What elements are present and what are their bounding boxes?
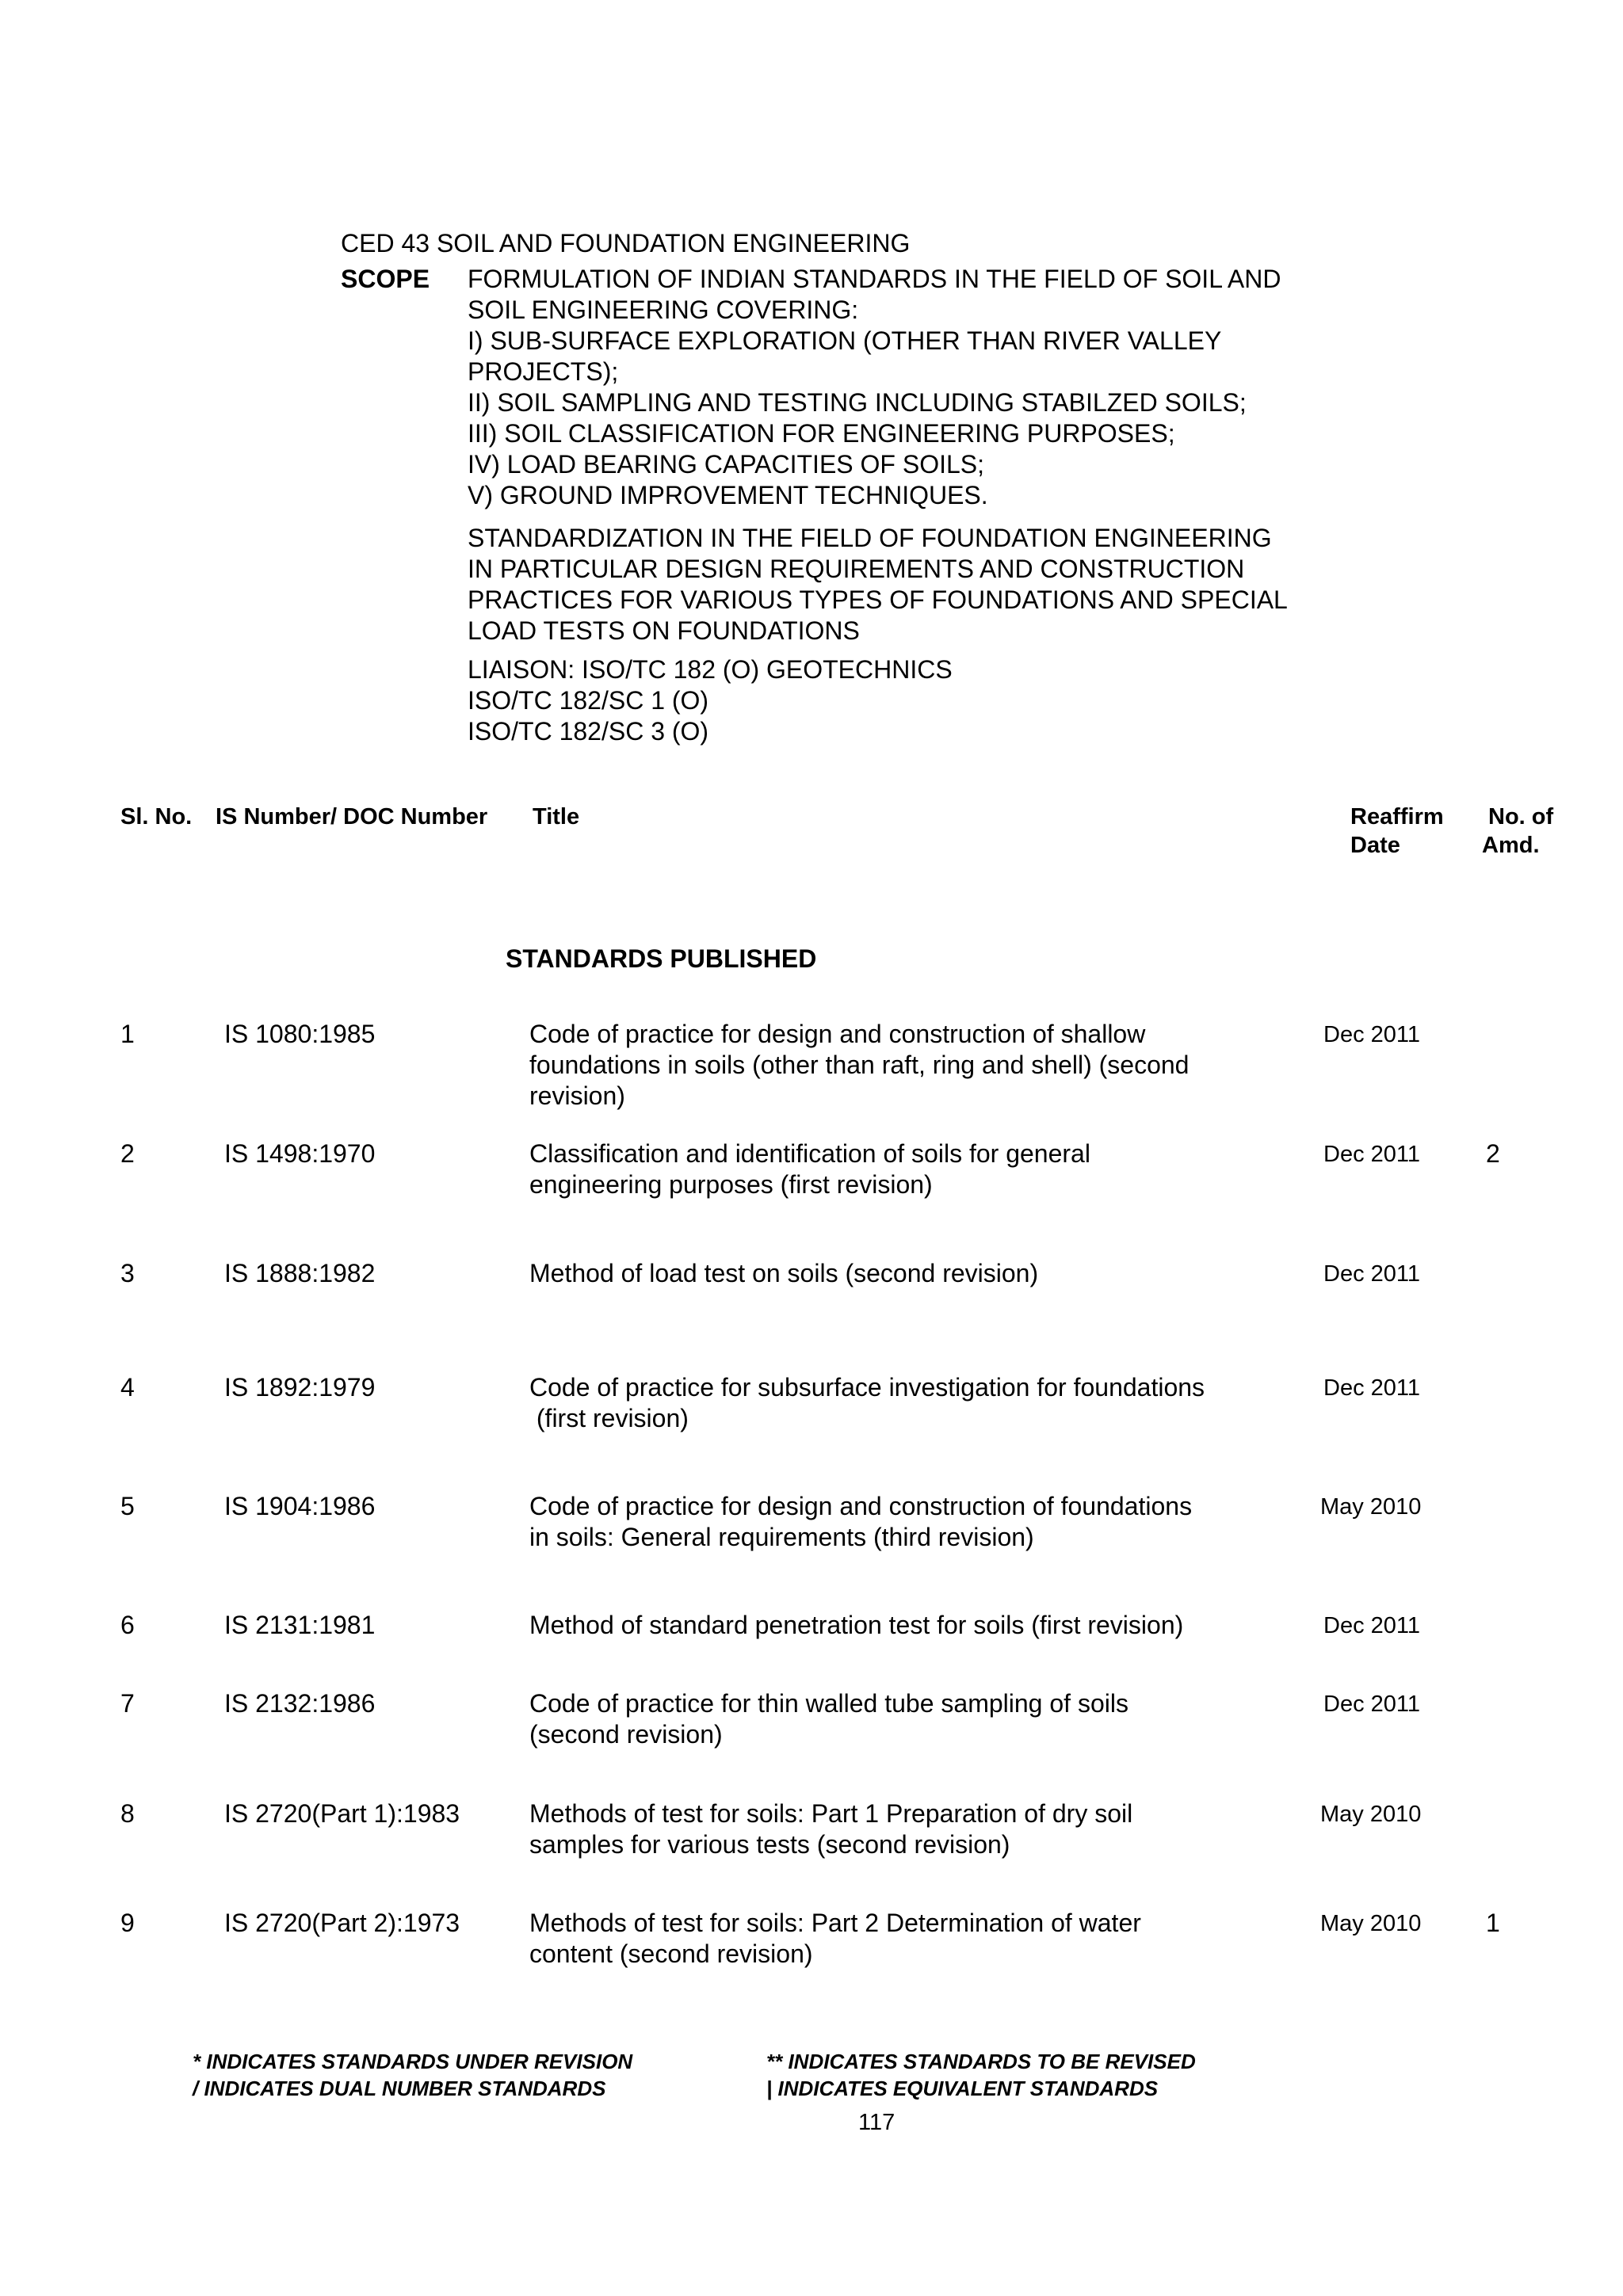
row-title-line: (second revision): [529, 1720, 723, 1749]
row-is-number: IS 2131:1981: [224, 1611, 376, 1639]
col-header-is-number: IS Number/ DOC Number: [216, 804, 488, 830]
row-title-line: revision): [529, 1081, 625, 1110]
row-is-number: IS 2720(Part 2):1973: [224, 1909, 460, 1937]
row-title: [529, 1610, 1183, 1641]
row-sl-no: 6: [120, 1611, 135, 1639]
row-title: [529, 1798, 1132, 1860]
standardization-text: [468, 523, 1288, 646]
liaison-line: ISO/TC 182/SC 1 (O): [468, 686, 709, 715]
row-title-line: Code of practice for thin walled tube sampling of soils: [529, 1689, 1128, 1718]
footnote-under-revision: * INDICATES STANDARDS UNDER REVISION: [193, 2050, 633, 2073]
scope-line: V) GROUND IMPROVEMENT TECHNIQUES.: [468, 481, 988, 509]
footnote-dual-number: / INDICATES DUAL NUMBER STANDARDS: [193, 2077, 606, 2100]
row-sl-no: 8: [120, 1799, 135, 1828]
section-title: STANDARDS PUBLISHED: [506, 944, 817, 973]
row-title-line: in soils: General requirements (third revision): [529, 1523, 1034, 1551]
col-header-reaffirm-line2: Date: [1350, 833, 1400, 858]
col-header-reaffirm-line1: Reaffirm: [1350, 804, 1444, 830]
scope-line: PROJECTS);: [468, 357, 619, 386]
row-sl-no: 9: [120, 1909, 135, 1937]
row-title-line: samples for various tests (second revision): [529, 1830, 1010, 1859]
scope-line: SOIL ENGINEERING COVERING:: [468, 296, 859, 324]
row-amendments: 1: [1486, 1909, 1500, 1937]
row-is-number: IS 1892:1979: [224, 1373, 376, 1402]
row-sl-no: 2: [120, 1139, 135, 1168]
row-is-number: IS 1904:1986: [224, 1492, 376, 1520]
row-sl-no: 1: [120, 1020, 135, 1048]
col-header-amd-line2: Amd.: [1482, 833, 1540, 858]
scope-text: [468, 264, 1281, 511]
row-title-line: Method of standard penetration test for soils (first revision): [529, 1611, 1184, 1639]
row-is-number: IS 1080:1985: [224, 1020, 376, 1048]
row-title-line: content (second revision): [529, 1939, 813, 1968]
row-reaffirm-date: May 2010: [1320, 1802, 1422, 1827]
row-sl-no: 5: [120, 1492, 135, 1520]
col-header-reaffirm-date: [1350, 803, 1444, 860]
row-is-number: IS 1498:1970: [224, 1139, 376, 1168]
liaison-line: ISO/TC 182/SC 3 (O): [468, 717, 709, 746]
scope-line: FORMULATION OF INDIAN STANDARDS IN THE FIELD OF SOIL AND: [468, 265, 1281, 293]
liaison-line: LIAISON: ISO/TC 182 (O) GEOTECHNICS: [468, 655, 953, 684]
row-title: [529, 1491, 1192, 1553]
row-title: [529, 1258, 1038, 1289]
row-reaffirm-date: Dec 2011: [1323, 1261, 1420, 1287]
row-is-number: IS 1888:1982: [224, 1259, 376, 1287]
scope-line: I) SUB-SURFACE EXPLORATION (OTHER THAN RIVER VALLEY: [468, 326, 1222, 355]
standardization-line: PRACTICES FOR VARIOUS TYPES OF FOUNDATIONS AND SPECIAL: [468, 585, 1288, 614]
row-sl-no: 3: [120, 1259, 135, 1287]
row-title-line: engineering purposes (first revision): [529, 1170, 933, 1199]
row-sl-no: 4: [120, 1373, 135, 1402]
row-reaffirm-date: May 2010: [1320, 1911, 1422, 1936]
footnote-to-be-revised: ** INDICATES STANDARDS TO BE REVISED: [766, 2050, 1196, 2073]
col-header-sl-no: Sl. No.: [120, 804, 193, 830]
scope-line: III) SOIL CLASSIFICATION FOR ENGINEERING PURPOSES;: [468, 419, 1175, 448]
row-title-line: Code of practice for subsurface investigation for foundations: [529, 1373, 1205, 1402]
row-title-line: (first revision): [529, 1404, 689, 1432]
page-number: 117: [858, 2110, 896, 2135]
row-sl-no: 7: [120, 1689, 135, 1718]
row-title-line: Classification and identification of soils for general: [529, 1139, 1090, 1168]
standardization-line: LOAD TESTS ON FOUNDATIONS: [468, 616, 860, 645]
row-title-line: Methods of test for soils: Part 1 Preparation of dry soil: [529, 1799, 1133, 1828]
col-header-amd-line1: No. of: [1488, 804, 1554, 830]
liaison-text: [468, 654, 953, 747]
row-title: [529, 1372, 1205, 1434]
row-reaffirm-date: Dec 2011: [1323, 1691, 1420, 1717]
footnote-equivalent: | INDICATES EQUIVALENT STANDARDS: [766, 2077, 1159, 2100]
scope-label: SCOPE: [341, 265, 430, 293]
row-is-number: IS 2132:1986: [224, 1689, 376, 1718]
row-title-line: Code of practice for design and construction of foundations: [529, 1492, 1193, 1520]
standardization-line: IN PARTICULAR DESIGN REQUIREMENTS AND CONSTRUCTION: [468, 555, 1245, 583]
scope-line: IV) LOAD BEARING CAPACITIES OF SOILS;: [468, 450, 984, 479]
row-title-line: foundations in soils (other than raft, ring and shell) (second: [529, 1051, 1190, 1079]
row-amendments: 2: [1486, 1139, 1500, 1168]
scope-line: II) SOIL SAMPLING AND TESTING INCLUDING STABILZED SOILS;: [468, 388, 1247, 417]
row-title-line: Code of practice for design and construction of shallow: [529, 1020, 1146, 1048]
row-reaffirm-date: Dec 2011: [1323, 1022, 1420, 1047]
row-reaffirm-date: Dec 2011: [1323, 1613, 1420, 1638]
row-title: [529, 1688, 1128, 1750]
row-title-line: Method of load test on soils (second revision): [529, 1259, 1039, 1287]
col-header-amendments: [1482, 803, 1553, 860]
row-reaffirm-date: May 2010: [1320, 1494, 1422, 1520]
row-reaffirm-date: Dec 2011: [1323, 1142, 1420, 1167]
row-title: [529, 1019, 1189, 1112]
col-header-title: Title: [533, 804, 580, 830]
row-title: [529, 1908, 1141, 1970]
row-is-number: IS 2720(Part 1):1983: [224, 1799, 460, 1828]
row-title: [529, 1138, 1090, 1200]
standardization-line: STANDARDIZATION IN THE FIELD OF FOUNDATION ENGINEERING: [468, 524, 1272, 552]
row-title-line: Methods of test for soils: Part 2 Determination of water: [529, 1909, 1141, 1937]
row-reaffirm-date: Dec 2011: [1323, 1375, 1420, 1401]
committee-title: CED 43 SOIL AND FOUNDATION ENGINEERING: [341, 229, 911, 257]
